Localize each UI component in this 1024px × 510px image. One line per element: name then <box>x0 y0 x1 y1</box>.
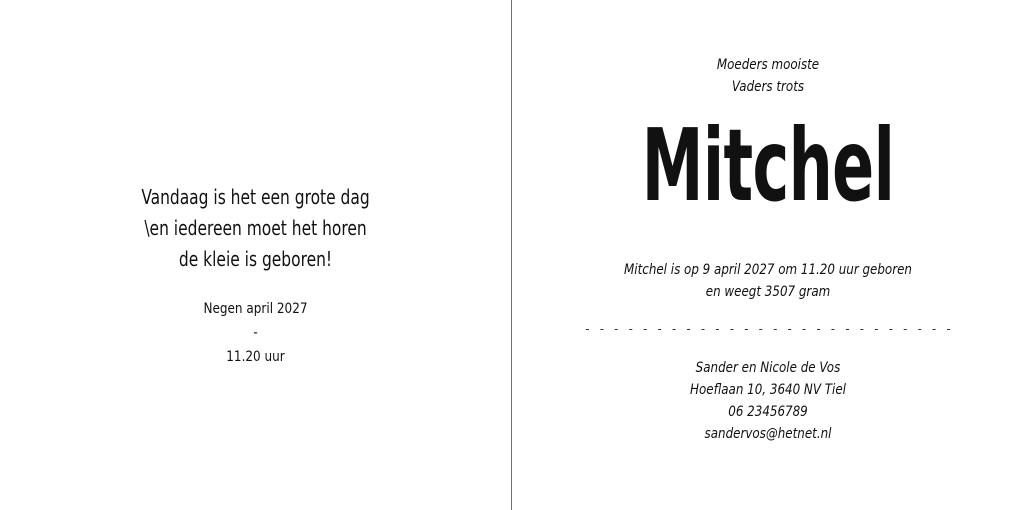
poem-line-3: de kleie is geboren! <box>178 247 333 271</box>
poem-line-1: Vandaag is het een grote dag <box>141 185 370 209</box>
right-panel <box>512 0 1024 510</box>
poem-line-2: \en iedereen moet het horen <box>144 216 367 240</box>
birth-date-block <box>36 297 475 369</box>
phone-number: 06 23456789 <box>728 404 808 420</box>
baby-name: Mitchel <box>641 107 895 224</box>
birth-details-line-2: en weegt 3507 gram <box>705 284 831 300</box>
dashed-divider: - - - - - - - - - - - - - - - - - - - - - - - - - - <box>583 322 953 336</box>
address: Hoeflaan 10, 3640 NV Tiel <box>690 382 846 398</box>
contact-block <box>550 357 985 445</box>
birth-time-text: 11.20 uur <box>226 349 285 365</box>
parents-names: Sander en Nicole de Vos <box>695 360 841 376</box>
birth-details-line-1: Mitchel is op 9 april 2027 om 11.20 uur geboren <box>624 262 912 278</box>
tagline <box>550 54 985 98</box>
date-separator: - <box>253 325 258 341</box>
birth-date-text: Negen april 2027 <box>203 301 308 317</box>
tagline-line-1: Moeders mooiste <box>716 57 820 73</box>
tagline-line-2: Vaders trots <box>731 79 805 95</box>
left-panel <box>0 0 511 510</box>
poem <box>36 182 475 275</box>
birth-details <box>550 259 985 303</box>
email-address: sandervos@hetnet.nl <box>704 426 832 442</box>
